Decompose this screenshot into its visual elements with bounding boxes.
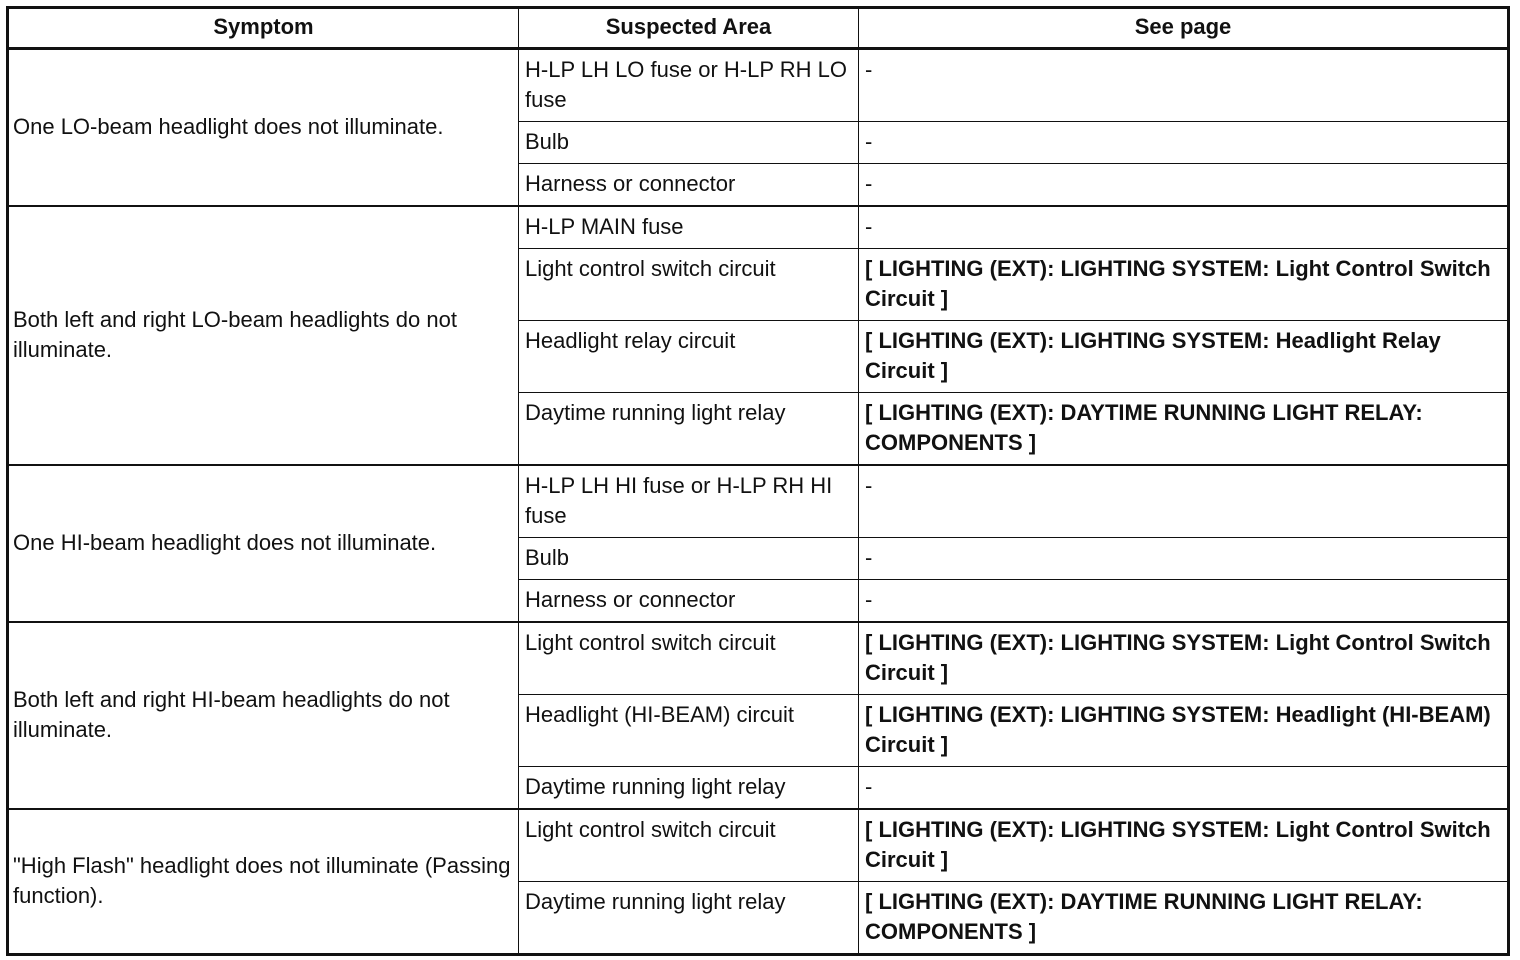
suspected-area-cell: H-LP LH HI fuse or H-LP RH HI fuse xyxy=(519,465,859,538)
see-page-cell: - xyxy=(859,206,1509,249)
see-page-cell: - xyxy=(859,49,1509,122)
see-page-link[interactable]: [ LIGHTING (EXT): DAYTIME RUNNING LIGHT RELAY: COMPONENTS ] xyxy=(859,882,1509,955)
see-page-link[interactable]: [ LIGHTING (EXT): LIGHTING SYSTEM: Headlight (HI-BEAM) Circuit ] xyxy=(859,695,1509,767)
symptom-cell: Both left and right HI-beam headlights do not illuminate. xyxy=(8,622,519,809)
table-row xyxy=(8,206,1509,249)
see-page-cell: - xyxy=(859,164,1509,207)
suspected-area-cell: Harness or connector xyxy=(519,164,859,207)
header-suspected-area: Suspected Area xyxy=(519,8,859,49)
header-row xyxy=(8,8,1509,49)
suspected-area-cell: Bulb xyxy=(519,538,859,580)
symptom-cell: Both left and right LO-beam headlights do not illuminate. xyxy=(8,206,519,465)
suspected-area-cell: Daytime running light relay xyxy=(519,882,859,955)
suspected-area-cell: Light control switch circuit xyxy=(519,249,859,321)
see-page-link[interactable]: [ LIGHTING (EXT): LIGHTING SYSTEM: Light Control Switch Circuit ] xyxy=(859,809,1509,882)
header-see-page: See page xyxy=(859,8,1509,49)
suspected-area-cell: H-LP LH LO fuse or H-LP RH LO fuse xyxy=(519,49,859,122)
see-page-link[interactable]: [ LIGHTING (EXT): LIGHTING SYSTEM: Light Control Switch Circuit ] xyxy=(859,249,1509,321)
suspected-area-cell: Headlight relay circuit xyxy=(519,321,859,393)
see-page-cell: - xyxy=(859,538,1509,580)
suspected-area-cell: Daytime running light relay xyxy=(519,393,859,466)
table-row xyxy=(8,622,1509,695)
see-page-cell: - xyxy=(859,122,1509,164)
suspected-area-cell: Light control switch circuit xyxy=(519,809,859,882)
troubleshooting-table xyxy=(6,6,1510,956)
suspected-area-cell: Harness or connector xyxy=(519,580,859,623)
suspected-area-cell: Headlight (HI-BEAM) circuit xyxy=(519,695,859,767)
suspected-area-cell: Daytime running light relay xyxy=(519,767,859,810)
table-row xyxy=(8,465,1509,538)
suspected-area-cell: Bulb xyxy=(519,122,859,164)
symptom-cell: "High Flash" headlight does not illuminate (Passing function). xyxy=(8,809,519,955)
see-page-cell: - xyxy=(859,465,1509,538)
see-page-cell: - xyxy=(859,580,1509,623)
symptom-cell: One HI-beam headlight does not illuminate. xyxy=(8,465,519,622)
see-page-cell: - xyxy=(859,767,1509,810)
see-page-link[interactable]: [ LIGHTING (EXT): LIGHTING SYSTEM: Light Control Switch Circuit ] xyxy=(859,622,1509,695)
header-symptom: Symptom xyxy=(8,8,519,49)
suspected-area-cell: H-LP MAIN fuse xyxy=(519,206,859,249)
see-page-link[interactable]: [ LIGHTING (EXT): LIGHTING SYSTEM: Headlight Relay Circuit ] xyxy=(859,321,1509,393)
suspected-area-cell: Light control switch circuit xyxy=(519,622,859,695)
table-row xyxy=(8,809,1509,882)
table-row xyxy=(8,49,1509,122)
see-page-link[interactable]: [ LIGHTING (EXT): DAYTIME RUNNING LIGHT RELAY: COMPONENTS ] xyxy=(859,393,1509,466)
symptom-cell: One LO-beam headlight does not illuminate. xyxy=(8,49,519,207)
